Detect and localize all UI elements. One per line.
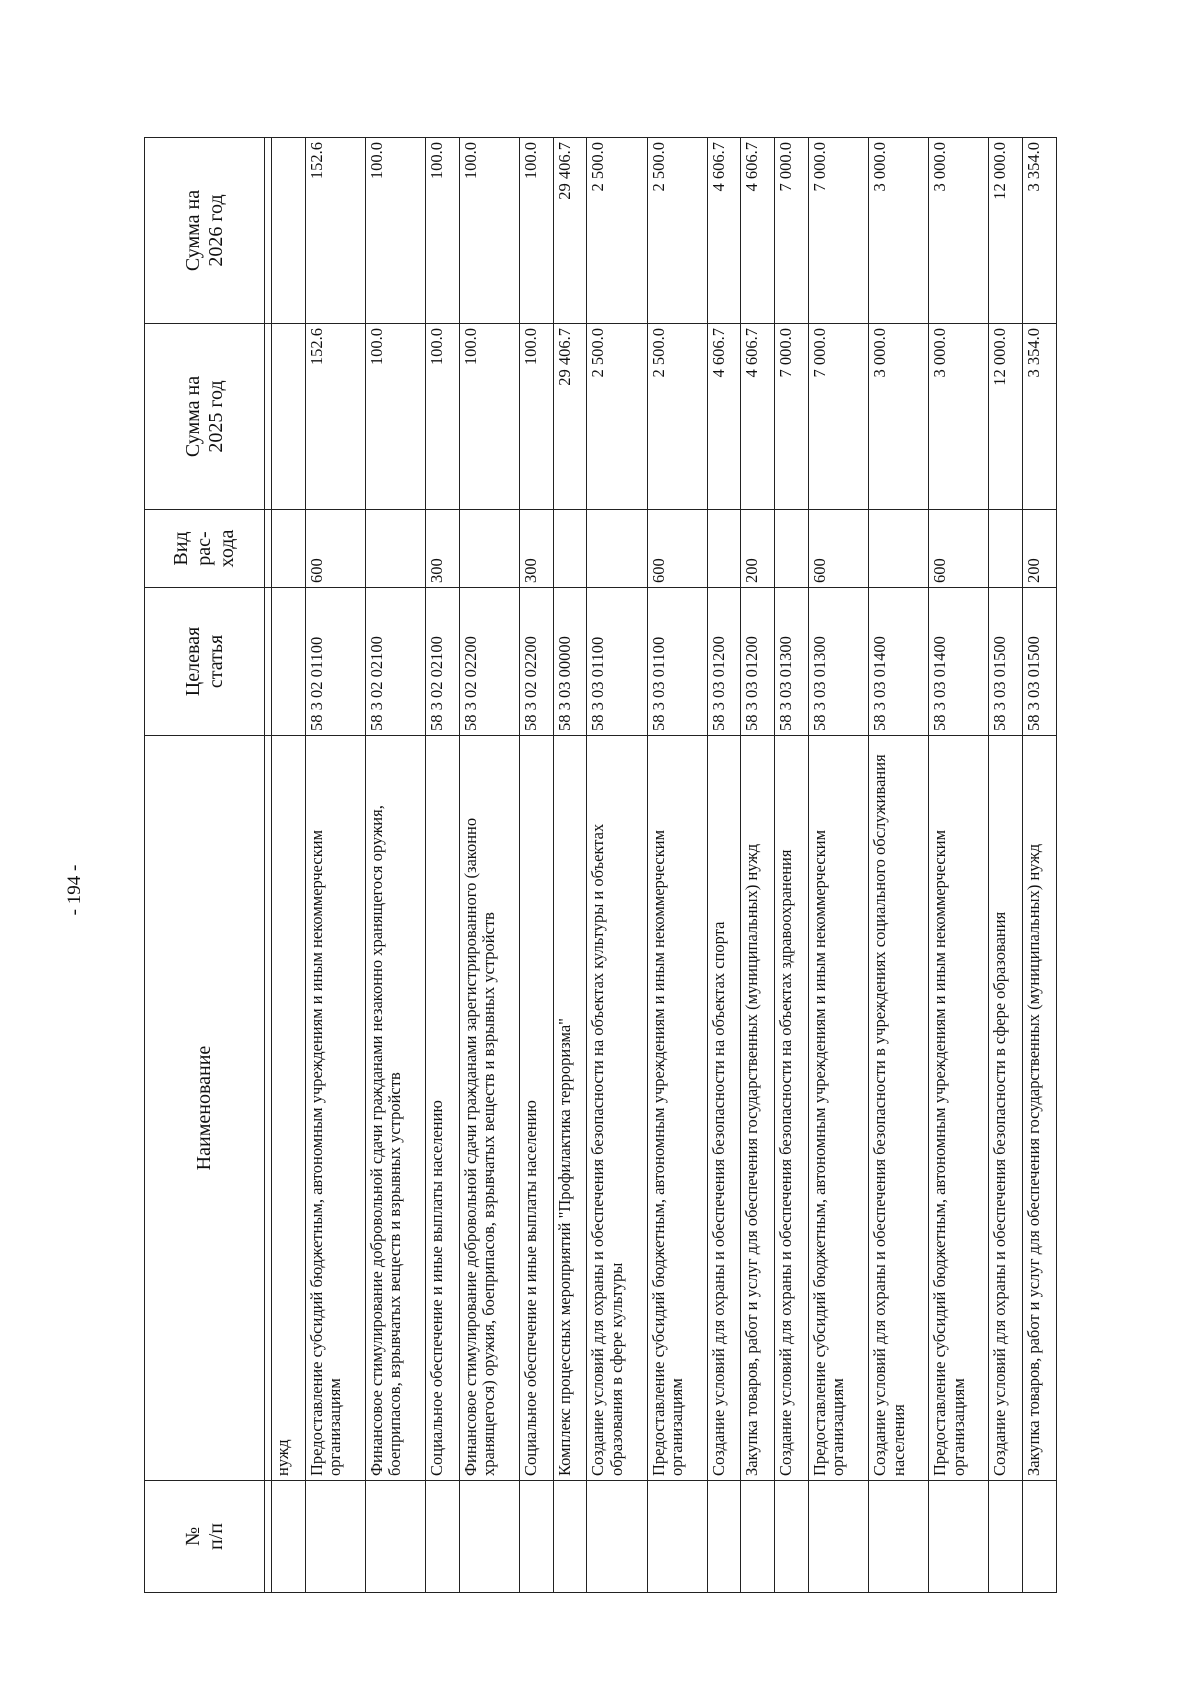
- header-name: Наименование: [145, 736, 265, 1481]
- row-expense-kind-cell: [989, 510, 1023, 588]
- row-num-cell: [741, 1481, 775, 1593]
- row-name-cell: Предоставление субсидий бюджетным, автономным учреждениям и иным некоммерческим организациям: [808, 736, 868, 1481]
- row-num-cell: [519, 1481, 553, 1593]
- row-target-code-cell: 58 3 02 01100: [305, 588, 365, 736]
- table-row: [519, 138, 553, 1593]
- table-row: [553, 138, 587, 1593]
- row-name-cell: нужд: [272, 736, 306, 1481]
- row-sum-2025-cell: 100.0: [426, 324, 460, 510]
- row-sum-2026-cell: 100.0: [519, 138, 553, 324]
- table-row: [929, 138, 989, 1593]
- row-target-code-cell: 58 3 03 01300: [808, 588, 868, 736]
- row-name-cell: Социальное обеспечение и иные выплаты населению: [519, 736, 553, 1481]
- header-separator-row: [265, 138, 272, 1593]
- row-expense-kind-cell: 600: [808, 510, 868, 588]
- row-sum-2025-cell: 7 000.0: [775, 324, 809, 510]
- row-name-cell: Создание условий для охраны и обеспечения безопасности на объектах спорта: [707, 736, 741, 1481]
- row-name-cell: Закупка товаров, работ и услуг для обеспечения государственных (муниципальных) нужд: [741, 736, 775, 1481]
- row-expense-kind-cell: [272, 510, 306, 588]
- table-row: [305, 138, 365, 1593]
- header-sum-2026: Сумма на 2026 год: [145, 138, 265, 324]
- row-sum-2025-cell: 3 354.0: [1023, 324, 1057, 510]
- row-target-code-cell: 58 3 02 02100: [365, 588, 425, 736]
- header-sum-2025: Сумма на 2025 год: [145, 324, 265, 510]
- row-expense-kind-cell: [553, 510, 587, 588]
- row-expense-kind-cell: 600: [305, 510, 365, 588]
- row-sum-2026-cell: 29 406.7: [553, 138, 587, 324]
- table-header-row: [145, 138, 265, 1593]
- row-target-code-cell: 58 3 03 01300: [775, 588, 809, 736]
- row-sum-2026-cell: 2 500.0: [587, 138, 647, 324]
- table-row: [741, 138, 775, 1593]
- row-sum-2026-cell: 100.0: [459, 138, 519, 324]
- row-sum-2025-cell: 3 000.0: [869, 324, 929, 510]
- row-target-code-cell: 58 3 03 01100: [587, 588, 647, 736]
- row-target-code-cell: 58 3 03 01500: [1023, 588, 1057, 736]
- rotated-table-container: [144, 138, 1057, 1593]
- table-row: [587, 138, 647, 1593]
- row-target-code-cell: [272, 588, 306, 736]
- row-expense-kind-cell: [707, 510, 741, 588]
- row-num-cell: [1023, 1481, 1057, 1593]
- row-name-cell: Предоставление субсидий бюджетным, автономным учреждениям и иным некоммерческим организациям: [647, 736, 707, 1481]
- row-name-cell: Закупка товаров, работ и услуг для обеспечения государственных (муниципальных) нужд: [1023, 736, 1057, 1481]
- table-row: [869, 138, 929, 1593]
- row-expense-kind-cell: [587, 510, 647, 588]
- row-expense-kind-cell: [869, 510, 929, 588]
- row-sum-2025-cell: 100.0: [365, 324, 425, 510]
- row-expense-kind-cell: 600: [929, 510, 989, 588]
- row-sum-2025-cell: [272, 324, 306, 510]
- row-num-cell: [808, 1481, 868, 1593]
- row-target-code-cell: 58 3 03 01500: [989, 588, 1023, 736]
- row-sum-2025-cell: 4 606.7: [741, 324, 775, 510]
- row-sum-2026-cell: 4 606.7: [741, 138, 775, 324]
- row-target-code-cell: 58 3 03 01200: [741, 588, 775, 736]
- row-sum-2026-cell: 100.0: [365, 138, 425, 324]
- table-row: [647, 138, 707, 1593]
- row-sum-2026-cell: 3 354.0: [1023, 138, 1057, 324]
- page-number: - 194 -: [64, 864, 85, 916]
- row-sum-2026-cell: [272, 138, 306, 324]
- row-num-cell: [707, 1481, 741, 1593]
- row-expense-kind-cell: 600: [647, 510, 707, 588]
- row-sum-2025-cell: 152.6: [305, 324, 365, 510]
- header-kind: Вид рас- хода: [145, 510, 265, 588]
- row-target-code-cell: 58 3 03 01100: [647, 588, 707, 736]
- header-target: Целевая статья: [145, 588, 265, 736]
- row-sum-2025-cell: 2 500.0: [647, 324, 707, 510]
- row-num-cell: [929, 1481, 989, 1593]
- row-num-cell: [272, 1481, 306, 1593]
- row-num-cell: [587, 1481, 647, 1593]
- row-name-cell: Предоставление субсидий бюджетным, автономным учреждениям и иным некоммерческим организациям: [305, 736, 365, 1481]
- row-target-code-cell: 58 3 02 02100: [426, 588, 460, 736]
- row-name-cell: Социальное обеспечение и иные выплаты населению: [426, 736, 460, 1481]
- row-sum-2026-cell: 12 000.0: [989, 138, 1023, 324]
- row-sum-2025-cell: 29 406.7: [553, 324, 587, 510]
- row-sum-2026-cell: 100.0: [426, 138, 460, 324]
- table-row: [459, 138, 519, 1593]
- row-num-cell: [869, 1481, 929, 1593]
- row-name-cell: Создание условий для охраны и обеспечения безопасности на объектах здравоохранения: [775, 736, 809, 1481]
- row-sum-2025-cell: 7 000.0: [808, 324, 868, 510]
- row-name-cell: Создание условий для охраны и обеспечения безопасности на объектах культуры и объектах образования в сфере культуры: [587, 736, 647, 1481]
- table-row: [426, 138, 460, 1593]
- row-sum-2025-cell: 12 000.0: [989, 324, 1023, 510]
- table-row: [707, 138, 741, 1593]
- row-target-code-cell: 58 3 03 01200: [707, 588, 741, 736]
- table-body: [272, 138, 1057, 1593]
- row-name-cell: Финансовое стимулирование добровольной сдачи гражданами незаконно хранящегося оружия, боеприпасов, взрывчатых веществ и взрывных устройств: [365, 736, 425, 1481]
- row-expense-kind-cell: [459, 510, 519, 588]
- row-num-cell: [365, 1481, 425, 1593]
- row-expense-kind-cell: 200: [1023, 510, 1057, 588]
- row-sum-2026-cell: 3 000.0: [869, 138, 929, 324]
- row-target-code-cell: 58 3 03 01400: [869, 588, 929, 736]
- table-row: [1023, 138, 1057, 1593]
- row-expense-kind-cell: 200: [741, 510, 775, 588]
- row-sum-2026-cell: 7 000.0: [775, 138, 809, 324]
- table-row: [808, 138, 868, 1593]
- table-row: [272, 138, 306, 1593]
- row-target-code-cell: 58 3 02 02200: [459, 588, 519, 736]
- row-expense-kind-cell: [365, 510, 425, 588]
- row-target-code-cell: 58 3 03 00000: [553, 588, 587, 736]
- row-target-code-cell: 58 3 02 02200: [519, 588, 553, 736]
- row-expense-kind-cell: [775, 510, 809, 588]
- row-num-cell: [305, 1481, 365, 1593]
- row-num-cell: [426, 1481, 460, 1593]
- row-expense-kind-cell: 300: [519, 510, 553, 588]
- row-sum-2025-cell: 2 500.0: [587, 324, 647, 510]
- header-num: № п/п: [145, 1481, 265, 1593]
- row-sum-2025-cell: 100.0: [519, 324, 553, 510]
- row-target-code-cell: 58 3 03 01400: [929, 588, 989, 736]
- row-sum-2025-cell: 4 606.7: [707, 324, 741, 510]
- row-name-cell: Создание условий для охраны и обеспечения безопасности в сфере образования: [989, 736, 1023, 1481]
- row-name-cell: Создание условий для охраны и обеспечения безопасности в учреждениях социального обслуживания населения: [869, 736, 929, 1481]
- budget-table: [144, 137, 1057, 1593]
- table-row: [989, 138, 1023, 1593]
- row-expense-kind-cell: 300: [426, 510, 460, 588]
- table-row: [775, 138, 809, 1593]
- row-sum-2026-cell: 2 500.0: [647, 138, 707, 324]
- table-row: [365, 138, 425, 1593]
- row-num-cell: [459, 1481, 519, 1593]
- row-name-cell: Финансовое стимулирование добровольной сдачи гражданами зарегистрированного (законно хранящегося) оружия, боеприпасов, взрывчатых веществ и взрывных устройств: [459, 736, 519, 1481]
- row-num-cell: [647, 1481, 707, 1593]
- row-num-cell: [775, 1481, 809, 1593]
- row-sum-2026-cell: 4 606.7: [707, 138, 741, 324]
- row-sum-2025-cell: 100.0: [459, 324, 519, 510]
- row-sum-2026-cell: 3 000.0: [929, 138, 989, 324]
- row-sum-2025-cell: 3 000.0: [929, 324, 989, 510]
- row-name-cell: Предоставление субсидий бюджетным, автономным учреждениям и иным некоммерческим организациям: [929, 736, 989, 1481]
- row-num-cell: [989, 1481, 1023, 1593]
- row-num-cell: [553, 1481, 587, 1593]
- row-sum-2026-cell: 152.6: [305, 138, 365, 324]
- row-sum-2026-cell: 7 000.0: [808, 138, 868, 324]
- row-name-cell: Комплекс процессных мероприятий "Профилактика терроризма": [553, 736, 587, 1481]
